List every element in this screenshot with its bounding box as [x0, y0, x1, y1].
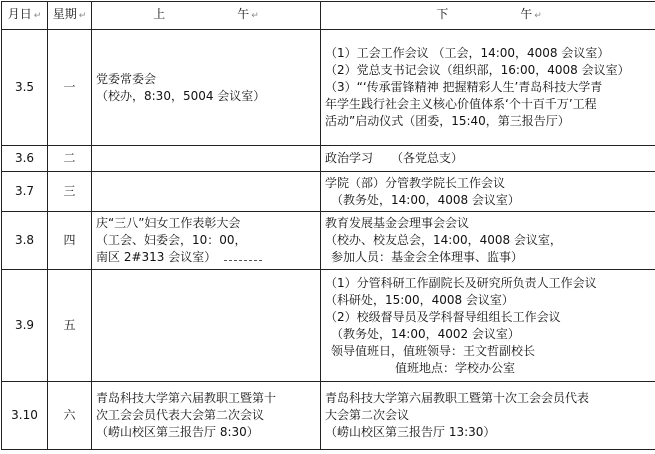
pm-cell [321, 30, 655, 146]
am-line: 庆“三八”妇女工作表彰大会 [96, 216, 241, 230]
header-pm-label: 下 午 [436, 7, 533, 21]
header-am-label: 上 午 [153, 7, 250, 21]
header-date-label: 月日 [7, 7, 32, 21]
table-row [2, 146, 655, 172]
am-line: （校办，8:30，5004 会议室） [96, 88, 266, 103]
am-cell [92, 270, 321, 382]
pm-line: （2）党总支书记会议（组织部，16:00，4008 会议室） [325, 63, 630, 77]
am-cell [92, 146, 321, 172]
pm-line: （科研处，15:00，4008 会议室） [325, 292, 514, 307]
am-line-text: 南区 2#313 会议室） [96, 250, 217, 264]
date-cell: 3.9 [2, 270, 48, 382]
am-cell [92, 382, 321, 450]
pm-line: （2）校级督导员及学科督导组组长工作会议 [325, 309, 561, 324]
am-line: 党委常委会 [96, 71, 157, 86]
pm-line: 参加人员：基金会全体理事、监事） [331, 250, 524, 264]
pm-cell [321, 172, 655, 212]
pm-cell [321, 212, 655, 270]
table-row [2, 382, 655, 450]
pm-cell [321, 270, 655, 382]
weekday-cell: 二 [48, 146, 92, 172]
am-line: （崂山校区第三报告厅 8:30） [96, 425, 259, 439]
pm-line: （3）“‘传承雷锋精神 把握精彩人生’青岛科技大学青 [325, 80, 603, 94]
am-line: 次工会会员代表大会第二次会议 [96, 408, 265, 422]
pm-line: 青岛科技大学第六届教职工暨第十次工会会员代表 [325, 391, 590, 405]
pm-line: 大会第二次会议 [325, 408, 410, 422]
table-row [2, 172, 655, 212]
pm-line: 活动”启动仪式（团委，15:40，第三报告厅） [325, 114, 570, 128]
header-pm [321, 2, 655, 30]
pm-line: （教务处，14:00，4002 会议室） [331, 326, 520, 341]
date-cell: 3.8 [2, 212, 48, 270]
table-row [2, 30, 655, 146]
pm-line: （崂山校区第三报告厅 13:30） [325, 425, 496, 439]
pm-line: （校办、校友总会，14:00，4008 会议室， [325, 233, 562, 247]
am-line [96, 249, 316, 266]
header-weekday-label: 星期 [52, 7, 77, 21]
pm-line: （1）工会工作会议 （工会，14:00，4008 会议室） [325, 46, 610, 60]
am-cell [92, 30, 321, 146]
table-row [2, 270, 655, 382]
pm-line: 学院（部）分管教学院长工作会议 [325, 175, 506, 190]
pm-cell [321, 146, 655, 172]
pm-line: （教务处，14:00，4008 会议室） [331, 192, 520, 207]
header-am [92, 2, 321, 30]
am-line: 青岛科技大学第六届教职工暨第十 [96, 391, 277, 405]
pm-line: 教育发展基金会理事会会议 [325, 216, 470, 230]
pm-cell [321, 382, 655, 450]
am-cell [92, 212, 321, 270]
return-mark: ↵ [534, 11, 542, 21]
weekly-schedule-table [1, 1, 655, 450]
pm-line: （1）分管科研工作副院长及研究所负责人工作会议 [325, 275, 597, 290]
date-cell: 3.6 [2, 146, 48, 172]
weekday-cell: 一 [48, 30, 92, 146]
weekday-cell: 四 [48, 212, 92, 270]
pm-line: 政治学习 （各党总支） [325, 151, 464, 165]
return-mark: ↵ [78, 11, 87, 21]
pm-line: 年学生践行社会主义核心价值体系‘个十百千万’工程 [325, 97, 597, 111]
return-mark: ↵ [251, 11, 259, 21]
table-row [2, 212, 655, 270]
weekday-cell: 三 [48, 172, 92, 212]
date-cell: 3.7 [2, 172, 48, 212]
dashed-underline [224, 254, 262, 261]
header-weekday [48, 2, 92, 30]
header-date [2, 2, 48, 30]
pm-line: 领导值班日，值班领导：王文哲副校长 [331, 343, 536, 358]
weekday-cell: 五 [48, 270, 92, 382]
weekday-cell: 六 [48, 382, 92, 450]
pm-line: 值班地点：学校办公室 [395, 360, 516, 375]
return-mark: ↵ [33, 11, 42, 21]
date-cell: 3.10 [2, 382, 48, 450]
am-cell [92, 172, 321, 212]
date-cell: 3.5 [2, 30, 48, 146]
header-row [2, 2, 655, 30]
am-line: （工会、妇委会，10：00， [96, 233, 247, 247]
